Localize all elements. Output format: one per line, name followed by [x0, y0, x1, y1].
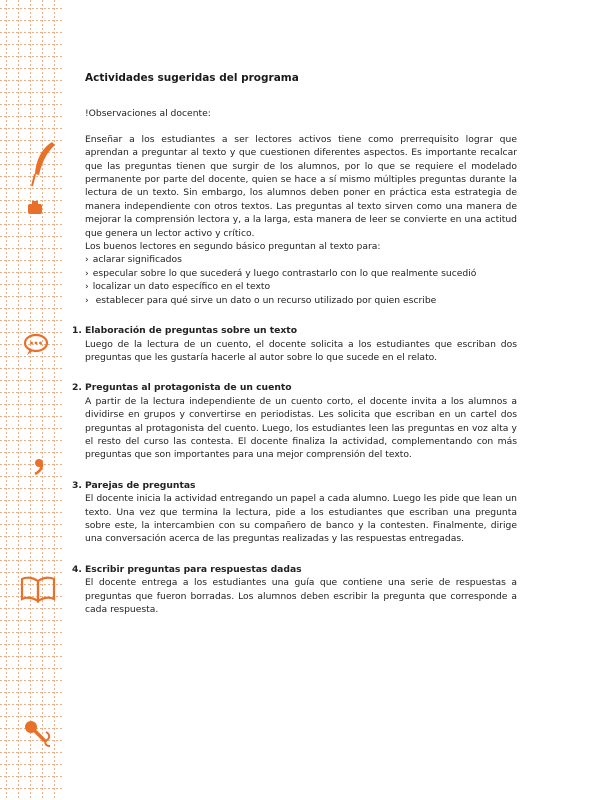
activity-item: [72, 381, 517, 461]
intro-paragraph: Enseñar a los estudiantes a ser lectores activos tiene como prerrequisito lograr que aprendan a preguntar al texto y que cuestionen diferentes aspectos. Es importante recalcar que las preguntas tienen que surgir de los alumnos, por lo que se requiere el modelado permanente por parte del docente, quien se hace a sí mismo múltiples preguntas durante la lectura de un texto. Sin embargo, los alumnos deben poner en práctica esta estrategia de manera independiente con otros textos. Las preguntas al texto sirven como una manera de mejorar la comprensión lectora y, a la larga, esta manera de leer se convierte en una actitud que genera un lector activo y crítico.: [85, 133, 517, 239]
speech-bubble-icon: [22, 333, 50, 357]
list-item: › localizar un dato específico en el texto: [85, 281, 271, 293]
list-item: › aclarar significados: [85, 254, 182, 266]
activity-number: 2.: [72, 382, 82, 394]
activity-description: Luego de la lectura de un cuento, el docente solicita a los estudiantes que escriban dos preguntas que les gustaría hacerle al autor sobre lo que sucede en el relato.: [85, 338, 517, 363]
activity-item: [72, 324, 517, 364]
activity-description: El docente inicia la actividad entregando un papel a cada alumno. Luego les pide que lean un texto. Una vez que termina la lectura, pide a los estudiantes que escriban una pregunta sobre este, la intercambien con su compañero de banco y la contesten. Finalmente, dirige una conversación acerca de las preguntas realizadas y las respuestas entregadas.: [85, 493, 517, 545]
inkwell-icon: [25, 200, 45, 216]
activity-number: 3.: [72, 479, 82, 491]
activity-number: 4.: [72, 563, 82, 575]
activity-title: Parejas de preguntas: [85, 479, 196, 491]
quill-pen-icon: [28, 140, 58, 190]
activity-number: 1.: [72, 325, 82, 337]
activity-title: Escribir preguntas para respuestas dadas: [85, 563, 302, 575]
comma-icon: [33, 458, 45, 476]
microphone-icon: [22, 718, 56, 748]
activity-title: Elaboración de preguntas sobre un texto: [85, 325, 298, 337]
activity-item: [72, 563, 517, 617]
observations-label: !Observaciones al docente:: [85, 108, 211, 120]
activity-title: Preguntas al protagonista de un cuento: [85, 382, 292, 394]
document-body: [72, 72, 517, 633]
readers-intro: Los buenos lectores en segundo básico preguntan al texto para:: [85, 241, 381, 253]
activity-description: El docente entrega a los estudiantes una guía que contiene una serie de respuestas a preguntas que fueron borradas. Los alumnos deben escribir la pregunta que corresponde a cada respuesta.: [85, 577, 517, 615]
purpose-list: [85, 253, 517, 307]
activity-description: A partir de la lectura independiente de un cuento corto, el docente invita a los alumnos a dividirse en grupos y convertirse en periodistas. Les solicita que escriban en un cartel dos preguntas al protagonista del cuento. Luego, los estudiantes leen las preguntas en voz alta y el resto del curso las contesta. El docente finaliza la actividad, complementando con más preguntas que son importantes para una mejor comprensión del texto.: [85, 395, 517, 461]
activities-list: [72, 324, 517, 616]
list-item: › especular sobre lo que sucederá y luego contrastarlo con lo que realmente sucedió: [85, 267, 477, 279]
open-book-icon: [20, 575, 56, 603]
list-item: › establecer para qué sirve un dato o un recurso utilizado por quien escribe: [85, 294, 437, 306]
page-title: Actividades sugeridas del programa: [85, 72, 299, 84]
activity-item: [72, 479, 517, 546]
